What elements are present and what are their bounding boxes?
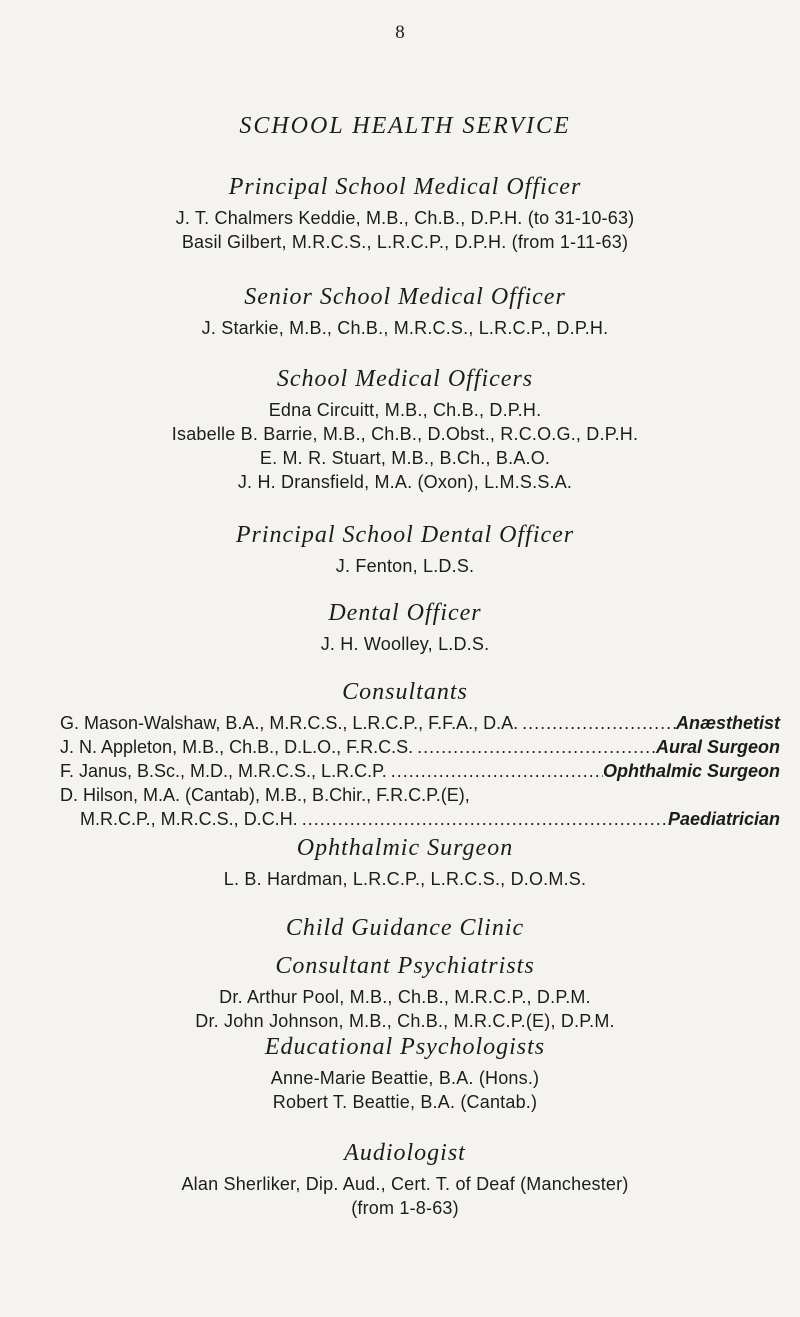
dot-leader [518,711,676,735]
section-heading: Child Guidance Clinic [285,915,525,941]
consultant-role: Ophthalmic Surgeon [602,761,780,781]
consultant-row [60,735,780,759]
staff-line: Dr. Arthur Pool, M.B., Ch.B., M.R.C.P., D.P.M. [219,987,591,1007]
consultant-name: J. N. Appleton, M.B., Ch.B., D.L.O., F.R.C.S. [60,737,414,757]
staff-line: L. B. Hardman, L.R.C.P., L.R.C.S., D.O.M.S. [223,869,587,889]
consultant-name: D. Hilson, M.A. (Cantab), M.B., B.Chir., F.R.C.P.(E), [60,785,470,805]
staff-line: Alan Sherliker, Dip. Aud., Cert. T. of Deaf (Manchester) [181,1174,629,1194]
staff-line: E. M. R. Stuart, M.B., B.Ch., B.A.O. [259,448,551,468]
section-child-guidance [0,913,800,1033]
section-heading: Principal School Medical Officer [228,174,582,200]
consultant-name: F. Janus, B.Sc., M.D., M.R.C.S., L.R.C.P. [60,761,387,781]
consultant-row [60,807,780,831]
consultant-role: Aural Surgeon [655,737,780,757]
consultant-row [60,783,780,807]
section-heading: Consultants [342,679,468,705]
section-heading: Senior School Medical Officer [244,284,566,310]
staff-line: Basil Gilbert, M.R.C.S., L.R.C.P., D.P.H. (from 1-11-63) [181,232,629,252]
consultant-role: Paediatrician [667,809,780,829]
staff-line: Dr. John Johnson, M.B., Ch.B., M.R.C.P.(E), D.P.M. [195,1011,615,1031]
section-smos [0,364,800,494]
dot-leader [298,807,668,831]
section-principal-smo [0,172,800,254]
section-audiologist [0,1138,800,1220]
staff-line: Robert T. Beattie, B.A. (Cantab.) [272,1092,538,1112]
staff-line: J. H. Woolley, L.D.S. [320,634,490,654]
consultant-name: M.R.C.P., M.R.C.S., D.C.H. [80,809,298,829]
section-heading: Audiologist [344,1140,466,1166]
section-senior-smo [0,282,800,340]
consultants-list [60,711,780,831]
staff-line: J. Fenton, L.D.S. [335,556,475,576]
staff-line: J. Starkie, M.B., Ch.B., M.R.C.S., L.R.C.P., D.P.H. [201,318,609,338]
section-subheading: Consultant Psychiatrists [275,953,535,979]
staff-line: J. H. Dransfield, M.A. (Oxon), L.M.S.S.A. [237,472,573,492]
section-ophthalmic [0,833,800,891]
consultant-role: Anæsthetist [675,713,780,733]
section-heading: School Medical Officers [276,366,534,392]
staff-line: Isabelle B. Barrie, M.B., Ch.B., D.Obst., R.C.O.G., D.P.H. [171,424,639,444]
section-heading: Ophthalmic Surgeon [296,835,514,861]
section-psychologists [0,1032,800,1114]
section-principal-sdo [0,520,800,578]
staff-line: Edna Circuitt, M.B., Ch.B., D.P.H. [268,400,542,420]
consultant-name: G. Mason-Walshaw, B.A., M.R.C.S., L.R.C.P., F.F.A., D.A. [60,713,519,733]
section-heading: Principal School Dental Officer [235,522,575,548]
page-number: 8 [395,22,405,43]
staff-line: Anne-Marie Beattie, B.A. (Hons.) [270,1068,540,1088]
section-heading: Educational Psychologists [264,1034,546,1060]
page-title: SCHOOL HEALTH SERVICE [239,113,571,139]
staff-line: J. T. Chalmers Keddie, M.B., Ch.B., D.P.H. (to 31-10-63) [175,208,635,228]
consultant-row [60,759,780,783]
section-consultants-heading [0,677,800,707]
dot-leader [387,759,603,783]
dot-leader [413,735,656,759]
section-heading: Dental Officer [328,600,482,626]
section-dental-officer [0,598,800,656]
staff-line: (from 1-8-63) [351,1198,459,1218]
consultant-row [60,711,780,735]
